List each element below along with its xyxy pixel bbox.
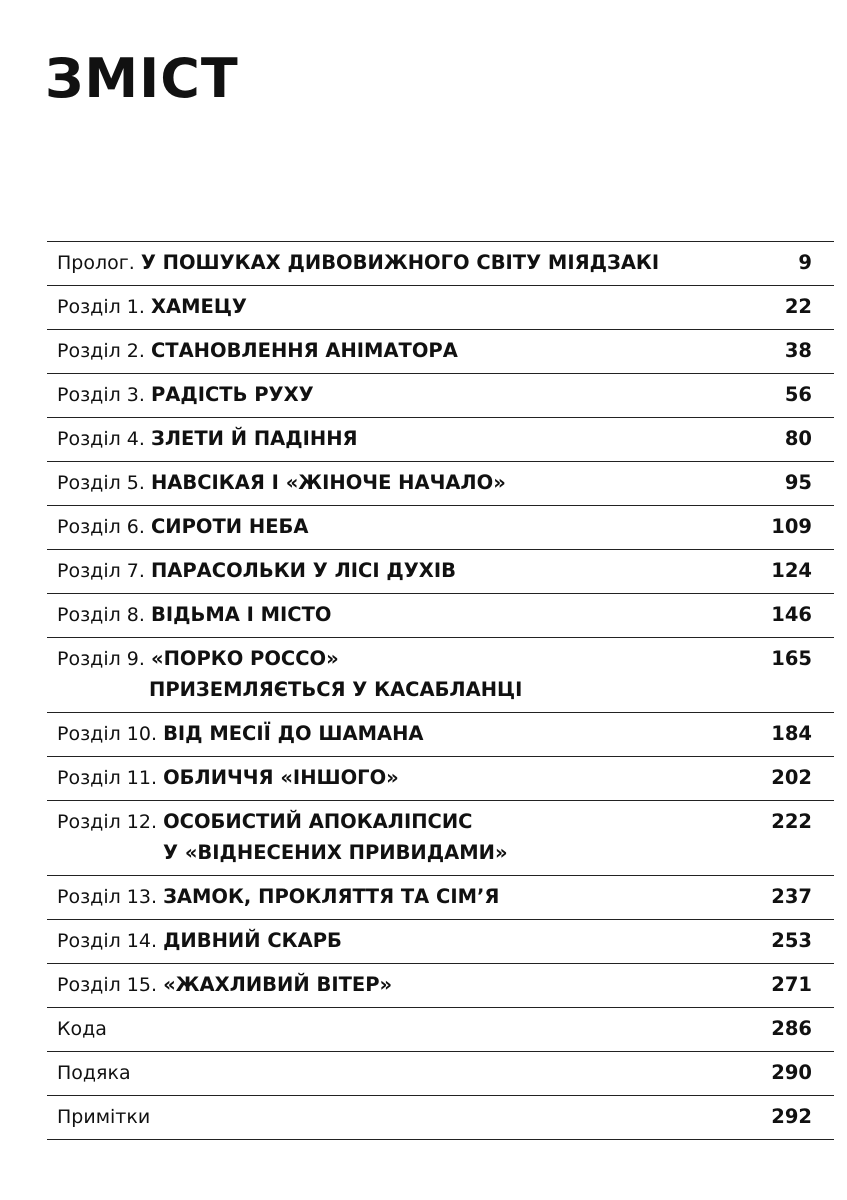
entry-heading: «ЖАХЛИВИЙ ВІТЕР»: [163, 973, 393, 996]
entry-prefix: Розділ 11.: [57, 767, 158, 789]
toc-row: [47, 506, 834, 550]
entry-heading: ВІДЬМА І МІСТО: [150, 603, 332, 626]
entry-prefix: Розділ 2.: [57, 340, 145, 362]
page-number: 271: [771, 973, 812, 996]
entry-prefix: Розділ 3.: [57, 384, 145, 406]
toc-row: [47, 418, 834, 462]
entry-prefix: Розділ 8.: [57, 604, 145, 626]
toc-entry-label: [57, 428, 358, 450]
toc-row: [47, 242, 834, 286]
toc-entry-label: [57, 811, 472, 833]
page-title: ЗМІСТ: [45, 47, 239, 110]
entry-heading: ПАРАСОЛЬКИ У ЛІСІ ДУХІВ: [150, 559, 456, 582]
page-number: 184: [771, 722, 812, 745]
page-number: 22: [784, 295, 812, 318]
entry-heading: ОБЛИЧЧЯ «ІНШОГО»: [163, 766, 399, 789]
entry-prefix: Кода: [57, 1018, 107, 1040]
toc-row: [47, 594, 834, 638]
page-number: 286: [771, 1017, 812, 1040]
toc-entry-label: [57, 930, 342, 952]
entry-prefix: Розділ 13.: [57, 886, 158, 908]
page-number: 222: [771, 810, 812, 833]
toc-row: [47, 964, 834, 1008]
entry-prefix: Розділ 9.: [57, 648, 145, 670]
page-number: 202: [771, 766, 812, 789]
toc-entry-label: [57, 1106, 150, 1128]
entry-heading: НАВСІКАЯ І «ЖІНОЧЕ НАЧАЛО»: [150, 471, 506, 494]
entry-prefix: Розділ 14.: [57, 930, 158, 952]
page-number: 124: [771, 559, 812, 582]
toc-row: [47, 330, 834, 374]
page-number: 146: [771, 603, 812, 626]
entry-heading: РАДІСТЬ РУХУ: [150, 383, 314, 406]
toc-entry-label: [57, 723, 424, 745]
page-number: 237: [771, 885, 812, 908]
entry-heading: ХАМЕЦУ: [150, 295, 247, 318]
entry-heading: У ПОШУКАХ ДИВОВИЖНОГО СВІТУ МІЯДЗАКІ: [140, 251, 660, 274]
toc-row: [47, 920, 834, 964]
toc-entry-label: [57, 560, 456, 582]
toc-entry-label: [57, 767, 399, 789]
page-number: 109: [771, 515, 812, 538]
entry-prefix: Розділ 4.: [57, 428, 145, 450]
page-number: 165: [771, 647, 812, 670]
entry-prefix: Розділ 15.: [57, 974, 158, 996]
page-number: 253: [771, 929, 812, 952]
toc-entry-label: [57, 886, 499, 908]
toc-row: [47, 757, 834, 801]
page-number: 38: [784, 339, 812, 362]
toc-row: [47, 801, 834, 876]
toc-row: [47, 1096, 834, 1140]
toc-entry-label: [57, 252, 659, 274]
entry-heading: ВІД МЕСІЇ ДО ШАМАНА: [163, 722, 424, 745]
page-number: 95: [784, 471, 812, 494]
toc-entry-label: [57, 974, 392, 996]
toc-row: [47, 286, 834, 330]
page-number: 290: [771, 1061, 812, 1084]
table-of-contents: [47, 241, 834, 1140]
entry-heading-continued: У «ВІДНЕСЕНИХ ПРИВИДАМИ»: [163, 841, 508, 864]
toc-row: [47, 713, 834, 757]
entry-heading: ЗАМОК, ПРОКЛЯТТЯ ТА СІМ’Я: [163, 885, 500, 908]
entry-heading-continued: ПРИЗЕМЛЯЄТЬСЯ У КАСАБЛАНЦІ: [149, 678, 523, 701]
toc-entry-label: [57, 516, 308, 538]
entry-heading: СИРОТИ НЕБА: [150, 515, 309, 538]
toc-row: [47, 1052, 834, 1096]
entry-heading: СТАНОВЛЕННЯ АНІМАТОРА: [150, 339, 458, 362]
toc-entry-label: [57, 1062, 131, 1084]
toc-entry-label: [57, 648, 339, 670]
toc-entry-label: [57, 340, 458, 362]
entry-heading: ДИВНИЙ СКАРБ: [163, 929, 342, 952]
entry-heading: ЗЛЕТИ Й ПАДІННЯ: [150, 427, 358, 450]
entry-prefix: Пролог.: [57, 252, 135, 274]
toc-entry-label: [57, 384, 314, 406]
page-number: 9: [798, 251, 812, 274]
entry-heading: ОСОБИСТИЙ АПОКАЛІПСИС: [163, 810, 473, 833]
entry-prefix: Примітки: [57, 1106, 151, 1128]
toc-entry-label: [57, 296, 247, 318]
page-number: 80: [784, 427, 812, 450]
toc-row: [47, 638, 834, 713]
entry-prefix: Розділ 7.: [57, 560, 145, 582]
toc-row: [47, 462, 834, 506]
entry-prefix: Розділ 10.: [57, 723, 158, 745]
toc-entry-label: [57, 604, 332, 626]
toc-entry-label: [57, 1018, 107, 1040]
toc-row: [47, 876, 834, 920]
page-number: 292: [771, 1105, 812, 1128]
entry-prefix: Подяка: [57, 1062, 131, 1084]
entry-prefix: Розділ 1.: [57, 296, 145, 318]
entry-prefix: Розділ 6.: [57, 516, 145, 538]
entry-prefix: Розділ 12.: [57, 811, 158, 833]
toc-row: [47, 550, 834, 594]
toc-entry-label: [57, 472, 506, 494]
entry-prefix: Розділ 5.: [57, 472, 145, 494]
toc-row: [47, 1008, 834, 1052]
toc-row: [47, 374, 834, 418]
entry-heading: «ПОРКО РОССО»: [150, 647, 339, 670]
page-number: 56: [784, 383, 812, 406]
